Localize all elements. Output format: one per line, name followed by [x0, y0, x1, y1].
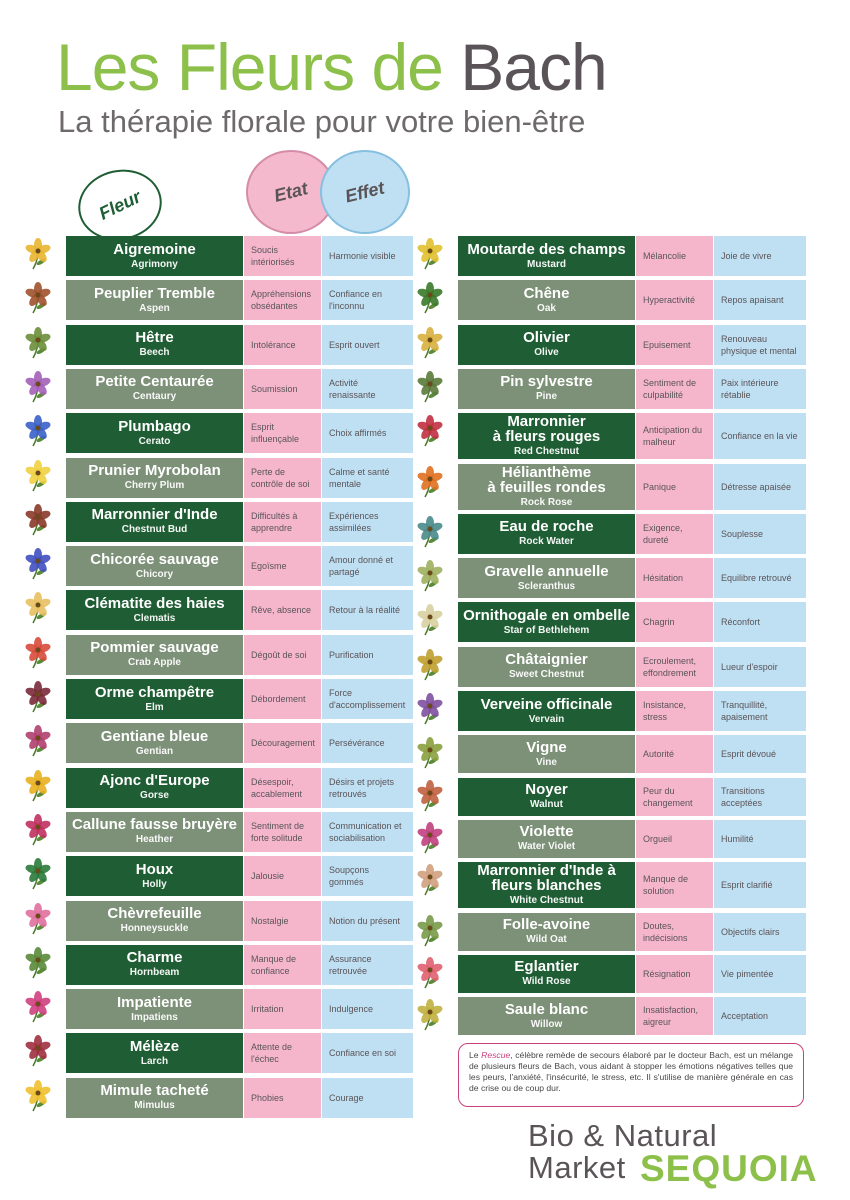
flower-english-name: Impatiens — [131, 1011, 178, 1023]
flower-icon — [413, 464, 447, 498]
effet-cell: Indulgence — [322, 989, 413, 1029]
flower-french-name: Petite Centaurée — [95, 373, 214, 391]
effet-cell: Confiance en l'inconnu — [322, 280, 413, 320]
flower-french-name: Ornithogale en ombelle — [463, 606, 630, 624]
effet-cell: Détresse apaisée — [714, 464, 806, 510]
flower-french-name: Orme champêtre — [94, 683, 215, 701]
effet-cell: Confiance en soi — [322, 1033, 413, 1073]
etat-cell: Ecroulement, effondrement — [636, 647, 713, 687]
effet-cell: Calme et santé mentale — [322, 458, 413, 498]
flower-english-name: Chicory — [135, 568, 174, 580]
etat-cell: Mélancolie — [636, 236, 713, 276]
etat-cell: Irritation — [244, 989, 321, 1029]
flower-french-name: Clématite des haies — [84, 594, 225, 612]
effet-cell: Amour donné et partagé — [322, 546, 413, 586]
effet-cell: Assurance retrouvée — [322, 945, 413, 985]
flower-icon — [413, 514, 447, 548]
etat-bubble: Etat — [246, 150, 336, 234]
flower-english-name: Vine — [536, 756, 557, 768]
flower-english-name: Willow — [530, 1018, 563, 1030]
flower-name-cell — [66, 768, 243, 808]
flower-english-name: Gentian — [135, 745, 174, 757]
flower-name-cell — [66, 812, 243, 852]
effet-cell: Equilibre retrouvé — [714, 558, 806, 598]
etat-cell: Anticipation du malheur — [636, 413, 713, 459]
flower-icon — [21, 768, 55, 802]
flower-french-name: Marronnier d'Inde — [91, 506, 218, 524]
etat-cell: Insistance, stress — [636, 691, 713, 731]
flower-english-name: Olive — [534, 347, 559, 359]
page-subtitle: La thérapie florale pour votre bien-être — [58, 104, 586, 139]
effet-cell: Courage — [322, 1078, 413, 1118]
flower-french-name: Callune fausse bruyère — [71, 816, 238, 834]
flower-french-name: Ajonc d'Europe — [99, 772, 210, 790]
flower-english-name: Rock Water — [519, 536, 574, 548]
flower-icon — [21, 812, 55, 846]
etat-cell: Découragement — [244, 723, 321, 763]
flower-english-name: Water Violet — [517, 841, 576, 853]
flower-english-name: Sweet Chestnut — [508, 669, 584, 681]
flower-french-name: Aigremoine — [113, 240, 196, 258]
flower-icon — [413, 997, 447, 1031]
effet-cell: Expériences assimilées — [322, 502, 413, 542]
flower-icon — [21, 280, 55, 314]
etat-cell: Orgueil — [636, 820, 713, 858]
effet-cell: Tranquillité, apaisement — [714, 691, 806, 731]
flower-icon — [21, 502, 55, 536]
flower-name-cell — [66, 1033, 243, 1073]
flower-name-cell — [66, 590, 243, 630]
flower-english-name: Red Chestnut — [514, 446, 579, 458]
flower-icon — [413, 691, 447, 725]
flower-name-cell — [458, 997, 635, 1035]
flower-name-cell — [458, 280, 635, 320]
flower-name-cell — [458, 735, 635, 773]
etat-cell: Jalousie — [244, 856, 321, 896]
etat-cell: Peur du changement — [636, 778, 713, 816]
flower-french-name: Plumbago — [118, 417, 191, 435]
flower-name-cell — [458, 369, 635, 409]
flower-icon — [413, 778, 447, 812]
etat-cell: Rêve, absence — [244, 590, 321, 630]
brand-line-2: Market — [528, 1150, 626, 1185]
sequoia-logo: SEQUOIA — [640, 1148, 818, 1189]
flower-english-name: Walnut — [530, 799, 563, 811]
flower-french-name: Marronnier d'Inde à fleurs blanches — [477, 862, 616, 895]
flower-icon — [413, 413, 447, 447]
etat-cell: Egoïsme — [244, 546, 321, 586]
etat-cell: Soumission — [244, 369, 321, 409]
flower-icon — [21, 590, 55, 624]
effet-cell: Esprit dévoué — [714, 735, 806, 773]
flower-french-name: Marronnier à fleurs rouges — [492, 413, 601, 446]
flower-english-name: Holly — [142, 878, 167, 890]
flower-icon — [21, 856, 55, 890]
flower-english-name: Beech — [139, 347, 170, 359]
flower-english-name: Aspen — [139, 302, 170, 314]
flower-icon — [413, 325, 447, 359]
flower-name-cell — [458, 955, 635, 993]
flower-name-cell — [458, 913, 635, 951]
flower-english-name: Crab Apple — [128, 657, 181, 669]
flower-icon — [413, 647, 447, 681]
flower-name-cell — [458, 647, 635, 687]
flower-icon — [21, 945, 55, 979]
flower-icon — [21, 546, 55, 580]
etat-cell: Attente de l'échec — [244, 1033, 321, 1073]
flower-english-name: Elm — [145, 701, 164, 713]
effet-cell: Choix affirmés — [322, 413, 413, 453]
flower-icon — [21, 635, 55, 669]
flower-icon — [413, 280, 447, 314]
etat-cell: Sentiment de forte solitude — [244, 812, 321, 852]
effet-cell: Objectifs clairs — [714, 913, 806, 951]
flower-name-cell — [458, 691, 635, 731]
etat-cell: Exigence, dureté — [636, 514, 713, 554]
effet-cell: Purification — [322, 635, 413, 675]
effet-cell: Vie pimentée — [714, 955, 806, 993]
flower-english-name: Rock Rose — [520, 496, 573, 508]
flower-name-cell — [66, 901, 243, 941]
flower-french-name: Vigne — [526, 738, 567, 756]
flower-english-name: Agrimony — [131, 258, 178, 270]
flower-english-name: White Chestnut — [509, 895, 584, 907]
flower-french-name: Impatiente — [116, 993, 192, 1011]
flower-icon — [21, 1033, 55, 1067]
etat-cell: Perte de contrôle de soi — [244, 458, 321, 498]
flower-name-cell — [458, 413, 635, 459]
flower-english-name: Wild Rose — [522, 976, 571, 988]
effet-bubble: Effet — [320, 150, 410, 234]
etat-cell: Doutes, indécisions — [636, 913, 713, 951]
flower-icon — [21, 901, 55, 935]
flower-french-name: Gentiane bleue — [100, 727, 209, 745]
flower-icon — [21, 723, 55, 757]
effet-cell: Acceptation — [714, 997, 806, 1035]
flower-english-name: Hornbeam — [129, 967, 180, 979]
flower-french-name: Noyer — [525, 781, 568, 799]
flower-french-name: Pin sylvestre — [500, 373, 593, 391]
flower-english-name: Cherry Plum — [124, 480, 185, 491]
etat-cell: Soucis intériorisés — [244, 236, 321, 276]
effet-cell: Esprit ouvert — [322, 325, 413, 365]
flower-icon — [21, 325, 55, 359]
flower-french-name: Olivier — [523, 329, 570, 347]
flower-french-name: Violette — [519, 823, 574, 841]
etat-cell: Autorité — [636, 735, 713, 773]
flower-name-cell — [458, 820, 635, 858]
flower-french-name: Houx — [135, 860, 174, 878]
flower-french-name: Pommier sauvage — [90, 639, 219, 657]
flower-name-cell — [66, 635, 243, 675]
flower-name-cell — [458, 464, 635, 510]
flower-name-cell — [66, 280, 243, 320]
flower-icon — [413, 955, 447, 989]
flower-name-cell — [66, 679, 243, 719]
flower-french-name: Moutarde des champs — [467, 240, 626, 258]
flower-english-name: Scleranthus — [517, 580, 576, 592]
flower-french-name: Mélèze — [129, 1037, 180, 1055]
flower-icon — [21, 369, 55, 403]
flower-english-name: Vervain — [528, 713, 565, 725]
etat-cell: Hésitation — [636, 558, 713, 598]
flower-name-cell — [458, 236, 635, 276]
effet-cell: Souplesse — [714, 514, 806, 554]
flower-french-name: Chèvrefeuille — [107, 905, 202, 922]
flower-name-cell — [66, 546, 243, 586]
flower-french-name: Eglantier — [514, 958, 579, 976]
etat-cell: Difficultés à apprendre — [244, 502, 321, 542]
flower-english-name: Mustard — [527, 258, 566, 270]
flower-name-cell — [66, 989, 243, 1029]
effet-cell: Harmonie visible — [322, 236, 413, 276]
effet-cell: Paix intérieure rétablie — [714, 369, 806, 409]
flower-icon — [21, 989, 55, 1023]
effet-cell: Soupçons gommés — [322, 856, 413, 896]
flower-french-name: Peuplier Tremble — [94, 284, 215, 302]
fleur-bubble: Fleur — [72, 162, 169, 248]
flower-icon — [21, 413, 55, 447]
flower-icon — [413, 558, 447, 592]
flower-english-name: Centaury — [132, 391, 177, 403]
flower-english-name: Pine — [535, 391, 558, 403]
effet-cell: Réconfort — [714, 602, 806, 642]
flower-name-cell — [66, 502, 243, 542]
flower-english-name: Mimulus — [134, 1100, 175, 1112]
etat-cell: Manque de confiance — [244, 945, 321, 985]
flower-english-name: Oak — [537, 302, 556, 314]
effet-cell: Force d'accomplissement — [322, 679, 413, 719]
flower-icon — [21, 1078, 55, 1112]
etat-cell: Esprit influençable — [244, 413, 321, 453]
flower-name-cell — [458, 602, 635, 642]
flower-french-name: Hélianthème à feuilles rondes — [487, 463, 606, 496]
effet-cell: Communication et sociabilisation — [322, 812, 413, 852]
flower-english-name: Clematis — [133, 612, 176, 624]
flower-name-cell — [66, 723, 243, 763]
effet-cell: Activité renaissante — [322, 369, 413, 409]
flower-english-name: Honneysuckle — [120, 923, 189, 934]
etat-cell: Nostalgie — [244, 901, 321, 941]
etat-cell: Débordement — [244, 679, 321, 719]
flower-name-cell — [458, 558, 635, 598]
flower-name-cell — [458, 325, 635, 365]
flower-name-cell — [66, 458, 243, 498]
flower-french-name: Eau de roche — [499, 518, 594, 536]
flower-name-cell — [66, 945, 243, 985]
effet-cell: Transitions acceptées — [714, 778, 806, 816]
flower-name-cell — [66, 236, 243, 276]
rescue-note: Le Rescue, célèbre remède de secours élaboré par le docteur Bach, est un mélange de plusieurs fleurs de Bach, vous aidant à stopper les émotions négatives telles que les peurs, l'anxiété, l'insécurité, le stress, etc. Il s'utilise de manière générale en cas de crise ou de coup dur. — [458, 1043, 804, 1107]
flower-name-cell — [66, 369, 243, 409]
flower-english-name: Larch — [140, 1055, 169, 1067]
flower-icon — [413, 862, 447, 896]
etat-cell: Dégoût de soi — [244, 635, 321, 675]
etat-cell: Chagrin — [636, 602, 713, 642]
brand-line-1: Bio & Natural — [528, 1118, 718, 1153]
flower-icon — [21, 458, 55, 492]
effet-cell: Confiance en la vie — [714, 413, 806, 459]
page-title: Les Fleurs de Bach — [56, 30, 607, 104]
effet-cell: Humilité — [714, 820, 806, 858]
flower-name-cell — [66, 856, 243, 896]
flower-name-cell — [458, 514, 635, 554]
etat-cell: Sentiment de culpabilité — [636, 369, 713, 409]
flower-name-cell — [66, 325, 243, 365]
flower-french-name: Charme — [126, 949, 183, 967]
etat-cell: Epuisement — [636, 325, 713, 365]
flower-french-name: Prunier Myrobolan — [88, 462, 221, 479]
flower-icon — [413, 369, 447, 403]
flower-name-cell — [66, 1078, 243, 1118]
flower-english-name: Gorse — [140, 790, 169, 802]
flower-icon — [413, 236, 447, 270]
flower-french-name: Chêne — [523, 284, 570, 302]
flower-icon — [413, 735, 447, 769]
effet-cell: Lueur d'espoir — [714, 647, 806, 687]
etat-cell: Phobies — [244, 1078, 321, 1118]
flower-french-name: Hêtre — [135, 329, 174, 347]
effet-cell: Esprit clarifié — [714, 862, 806, 908]
flower-english-name: Star of Bethlehem — [503, 624, 590, 636]
etat-cell: Appréhensions obsédantes — [244, 280, 321, 320]
flower-french-name: Saule blanc — [504, 1000, 589, 1018]
flower-icon — [21, 236, 55, 270]
flower-name-cell — [458, 862, 635, 908]
flower-name-cell — [458, 778, 635, 816]
effet-cell: Joie de vivre — [714, 236, 806, 276]
etat-cell: Résignation — [636, 955, 713, 993]
etat-cell: Manque de solution — [636, 862, 713, 908]
flower-icon — [413, 820, 447, 854]
flower-french-name: Châtaignier — [505, 651, 588, 669]
etat-cell: Insatisfaction, aigreur — [636, 997, 713, 1035]
flower-french-name: Verveine officinale — [480, 695, 613, 713]
etat-cell: Désespoir, accablement — [244, 768, 321, 808]
flower-english-name: Chestnut Bud — [121, 524, 188, 536]
effet-cell: Retour à la réalité — [322, 590, 413, 630]
effet-cell: Notion du présent — [322, 901, 413, 941]
flower-english-name: Wild Oat — [526, 934, 567, 945]
etat-cell: Intolérance — [244, 325, 321, 365]
flower-icon — [21, 679, 55, 713]
effet-cell: Persévérance — [322, 723, 413, 763]
flower-french-name: Folle-avoine — [502, 916, 591, 933]
flower-icon — [413, 913, 447, 947]
flower-french-name: Mimule tacheté — [100, 1082, 209, 1100]
etat-cell: Hyperactivité — [636, 280, 713, 320]
flower-icon — [413, 602, 447, 636]
flower-english-name: Cerato — [138, 435, 171, 447]
effet-cell: Désirs et projets retrouvés — [322, 768, 413, 808]
flower-english-name: Heather — [135, 834, 174, 846]
flower-french-name: Gravelle annuelle — [484, 562, 609, 580]
effet-cell: Repos apaisant — [714, 280, 806, 320]
effet-cell: Renouveau physique et mental — [714, 325, 806, 365]
flower-name-cell — [66, 413, 243, 453]
flower-french-name: Chicorée sauvage — [90, 550, 219, 568]
etat-cell: Panique — [636, 464, 713, 510]
